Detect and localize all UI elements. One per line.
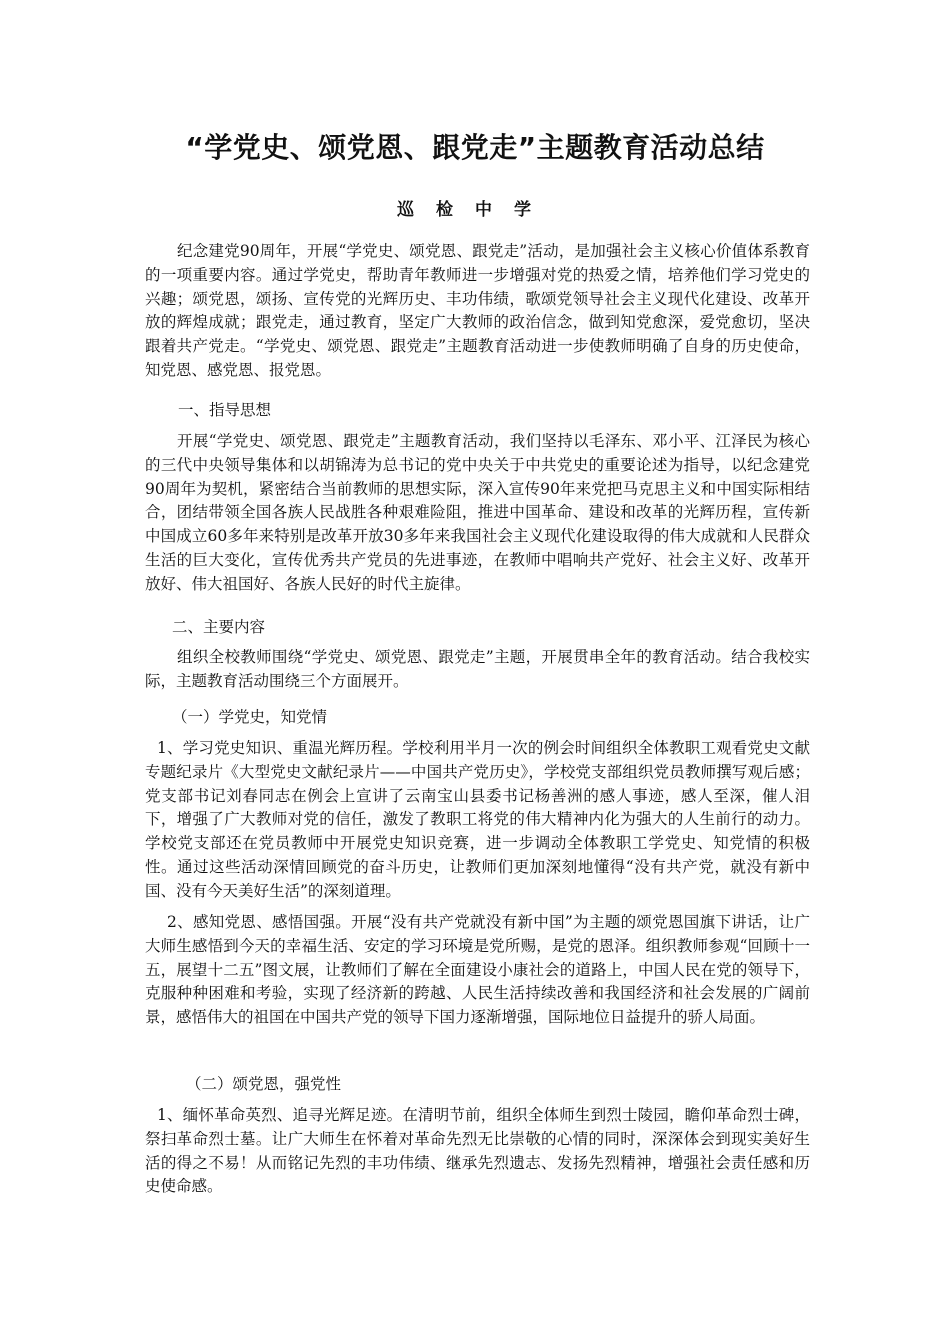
author-line: 巡检中学 (397, 200, 553, 220)
study-history-item-1: 1、学习党史知识、重温光辉历程。学校利用半月一次的例会时间组织全体教职工观看党史文献专题纪录片《大型党史文献纪录片——中国共产党历史》，学校党支部组织党员教师撰写观后感；党支部书记刘春同志在例会上宣讲了云南宝山县委书记杨善洲的感人事迹，感人至深，催人泪下，增强了广大教师对党的信任，激发了教职工将党的伟大精神内化为强大的人生前行的动力。学校党支部还在党员教师中开展党史知识竞赛，进一步调动全体教职工学党史、知党情的积极性。通过这些活动深情回顾党的奋斗历史，让教师们更加深刻地懂得“没有共产党，就没有新中国、没有今天美好生活”的深刻道理。 (145, 739, 810, 900)
study-history-item-2: 2、感知党恩、感悟国强。开展“没有共产党就没有新中国”为主题的颂党恩国旗下讲话，让广大师生感悟到今天的幸福生活、安定的学习环境是党所赐，是党的恩泽。组织教师参观“回顾十一五，展望十二五”图文展，让教师们了解在全面建设小康社会的道路上，中国人民在党的领导下，克服种种困难和考验，实现了经济新的跨越、人民生活持续改善和我国经济和社会发展的广阔前景，感悟伟大的祖国在中国共产党的领导下国力逐渐增强，国际地位日益提升的骄人局面。 (145, 913, 810, 1027)
intro-paragraph: 纪念建党90周年，开展“学党史、颂党恩、跟党走”活动，是加强社会主义核心价值体系教育的一项重要内容。通过学党史，帮助青年教师进一步增强对党的热爱之情，培养他们学习党史的兴趣；颂党恩，颂扬、宣传党的光辉历史、丰功伟绩，歌颂党领导社会主义现代化建设、改革开放的辉煌成就；跟党走，通过教育，坚定广大教师的政治信念，做到知党愈深，爱党愈切，坚决跟着共产党走。“学党史、颂党恩、跟党走”主题教育活动进一步使教师明确了自身的历史使命，知党恩、感党恩、报党恩。 (145, 242, 810, 379)
guiding-ideology-paragraph: 开展“学党史、颂党恩、跟党走”主题教育活动，我们坚持以毛泽东、邓小平、江泽民为核心的三代中央领导集体和以胡锦涛为总书记的党中央关于中共党史的重要论述为指导，以纪念建党90周年为契机，紧密结合当前教师的思想实际，深入宣传90年来党把马克思主义和中国实际相结合，团结带领全国各族人民战胜各种艰难险阻，推进中国革命、建设和改革的光辉历程，宣传新中国成立60多年来特别是改革开放30多年来我国社会主义现代化建设取得的伟大成就和人民群众生活的巨大变化，宣传优秀共产党员的先进事迹，在教师中唱响共产党好、社会主义好、改革开放好、伟大祖国好、各族人民好的时代主旋律。 (145, 432, 810, 593)
subsection-heading-study-history: （一）学党史，知党情 (172, 708, 328, 726)
section-heading-guiding-ideology: 一、指导思想 (178, 401, 272, 419)
subsection-heading-praise-party: （二）颂党恩，强党性 (186, 1075, 342, 1093)
section-heading-main-content: 二、主要内容 (172, 618, 266, 636)
document-title: “学党史、颂党恩、跟党走”主题教育活动总结 (185, 131, 765, 164)
praise-party-item-1: 1、缅怀革命英烈、追寻光辉足迹。在清明节前，组织全体师生到烈士陵园，瞻仰革命烈士碑，祭扫革命烈士墓。让广大师生在怀着对革命先烈无比崇敬的心情的同时，深深体会到现实美好生活的得之不易！从而铭记先烈的丰功伟绩、继承先烈遗志、发扬先烈精神，增强社会责任感和历史使命感。 (145, 1106, 810, 1196)
main-content-paragraph: 组织全校教师围绕“学党史、颂党恩、跟党走”主题，开展贯串全年的教育活动。结合我校实际，主题教育活动围绕三个方面展开。 (145, 648, 810, 690)
